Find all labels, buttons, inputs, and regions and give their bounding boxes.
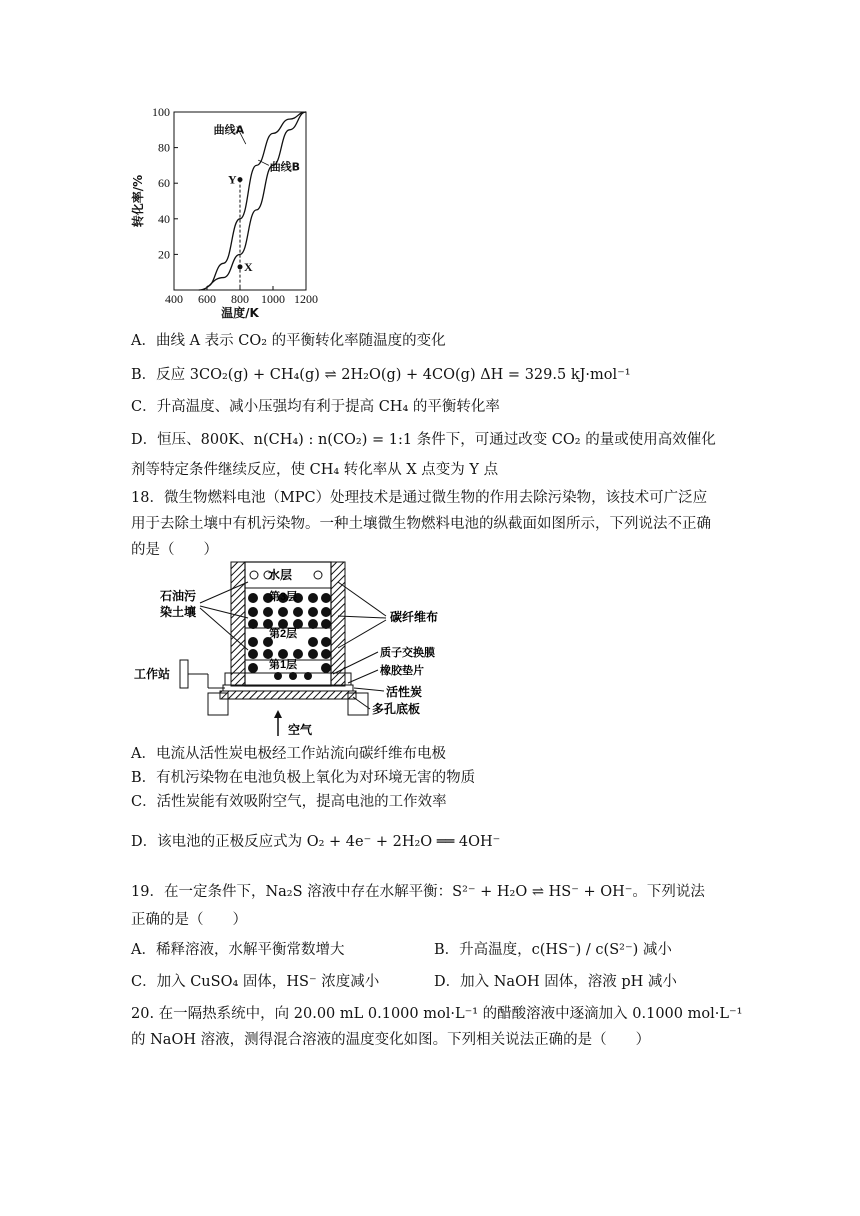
y-tick-label: 20 — [158, 247, 170, 262]
q19-stem-line2: 正确的是（ ） — [131, 912, 247, 928]
soil-particle — [309, 594, 318, 603]
y-tick-label: 100 — [152, 105, 170, 119]
soil-particle — [322, 650, 331, 659]
q19-option-b: B．升高温度，c(HS⁻) / c(S²⁻) 减小 — [434, 942, 672, 958]
soil-particle — [309, 650, 318, 659]
q18-option-b: B．有机污染物在电池负极上氧化为对环境无害的物质 — [131, 770, 476, 786]
y-tick-label: 40 — [158, 211, 170, 226]
layer1-label: 第1层 — [269, 659, 298, 671]
air-label: 空气 — [288, 723, 313, 737]
soil-particle — [275, 673, 282, 680]
soil-particle — [305, 673, 312, 680]
x-tick-label: 400 — [165, 292, 183, 306]
fuel-cell-diagram — [128, 558, 468, 740]
q19-option-d: D．加入 NaOH 固体，溶液 pH 减小 — [434, 974, 677, 990]
point-x — [238, 264, 243, 269]
soil-particle — [309, 620, 318, 629]
soil-particle — [249, 638, 258, 647]
point-y-label: Y — [228, 172, 237, 187]
soil-particle — [322, 608, 331, 617]
curve-a-label: 曲线A — [213, 123, 245, 137]
conversion-rate-chart — [128, 104, 328, 324]
soil-particle — [322, 594, 331, 603]
soil-particle — [290, 673, 297, 680]
x-tick-label: 800 — [231, 292, 249, 306]
activated-carbon-label: 活性炭 — [386, 685, 423, 699]
soil-label-2: 染土壤 — [160, 605, 197, 619]
q17-option-d-line2: 剂等特定条件继续反应，使 CH₄ 转化率从 X 点变为 Y 点 — [131, 462, 499, 478]
soil-particle — [249, 594, 258, 603]
layer3-label: 第3层 — [269, 591, 298, 603]
soil-particle — [322, 620, 331, 629]
curve-b-label: 曲线B — [269, 160, 301, 174]
soil-particle — [249, 650, 258, 659]
x-tick-label: 1200 — [294, 292, 318, 306]
porous-plate-label: 多孔底板 — [372, 702, 421, 716]
q20-stem-line2: 的 NaOH 溶液，测得混合溶液的温度变化如图。下列相关说法正确的是（ ） — [131, 1032, 651, 1048]
q17-option-a: A．曲线 A 表示 CO₂ 的平衡转化率随温度的变化 — [131, 333, 446, 349]
y-axis-label: 转化率/% — [131, 174, 145, 228]
soil-particle — [249, 620, 258, 629]
soil-particle — [249, 664, 258, 673]
carbon-cloth-label: 碳纤维布 — [390, 610, 439, 624]
x-tick-label: 600 — [198, 292, 216, 306]
q17-option-c: C．升高温度、减小压强均有利于提高 CH₄ 的平衡转化率 — [131, 399, 500, 415]
q17-option-b: B．反应 3CO₂(g) + CH₄(g) ⇌ 2H₂O(g) + 4CO(g) ΔH = 329.5 kJ·mol⁻¹ — [131, 367, 631, 383]
point-y — [238, 177, 243, 182]
q18-option-a: A．电流从活性炭电极经工作站流向碳纤维布电极 — [131, 746, 446, 762]
soil-particle — [279, 608, 288, 617]
soil-particle — [309, 638, 318, 647]
station-label: 工作站 — [134, 667, 171, 681]
y-tick-label: 80 — [158, 140, 170, 155]
y-tick-label: 60 — [158, 176, 170, 191]
q19-option-a: A．稀释溶液，水解平衡常数增大 — [131, 942, 345, 958]
soil-particle — [264, 650, 273, 659]
soil-particle — [279, 650, 288, 659]
soil-particle — [249, 608, 258, 617]
x-tick-label: 1000 — [261, 292, 285, 306]
q19-stem-line1: 19．在一定条件下，Na₂S 溶液中存在水解平衡：S²⁻ + H₂O ⇌ HS⁻ + OH⁻。下列说法 — [131, 884, 705, 900]
q18-stem-line2: 用于去除土壤中有机污染物。一种土壤微生物燃料电池的纵截面如图所示，下列说法不正确 — [131, 516, 711, 532]
soil-particle — [264, 608, 273, 617]
q18-option-c: C．活性炭能有效吸附空气，提高电池的工作效率 — [131, 794, 447, 810]
q18-option-d: D．该电池的正极反应式为 O₂ + 4e⁻ + 2H₂O ══ 4OH⁻ — [131, 834, 501, 850]
soil-particle — [294, 608, 303, 617]
q18-stem-line3: 的是（ ） — [131, 542, 218, 558]
q20-stem-line1: 20. 在一隔热系统中，向 20.00 mL 0.1000 mol·L⁻¹ 的醋酸溶液中逐滴加入 0.1000 mol·L⁻¹ — [131, 1006, 743, 1022]
water-layer-label: 水层 — [268, 568, 293, 582]
layer2-label: 第2层 — [269, 628, 298, 640]
water-bubble — [250, 571, 258, 579]
point-x-label: X — [244, 259, 253, 274]
q19-option-c: C．加入 CuSO₄ 固体，HS⁻ 浓度减小 — [131, 974, 380, 990]
x-axis-label: 温度/K — [221, 306, 259, 320]
soil-particle — [309, 608, 318, 617]
soil-label-1: 石油污 — [160, 589, 197, 603]
rubber-pad-label: 橡胶垫片 — [380, 665, 424, 677]
soil-particle — [322, 638, 331, 647]
water-bubble — [314, 571, 322, 579]
membrane-label: 质子交换膜 — [380, 647, 435, 659]
q17-option-d-line1: D．恒压、800K、n(CH₄) : n(CO₂) = 1:1 条件下，可通过改变 CO₂ 的量或使用高效催化 — [131, 432, 716, 448]
soil-particle — [294, 650, 303, 659]
soil-particle — [322, 664, 331, 673]
curve-a — [207, 112, 306, 286]
q18-stem-line1: 18．微生物燃料电池（MPC）处理技术是通过微生物的作用去除污染物，该技术可广泛应 — [131, 490, 708, 506]
